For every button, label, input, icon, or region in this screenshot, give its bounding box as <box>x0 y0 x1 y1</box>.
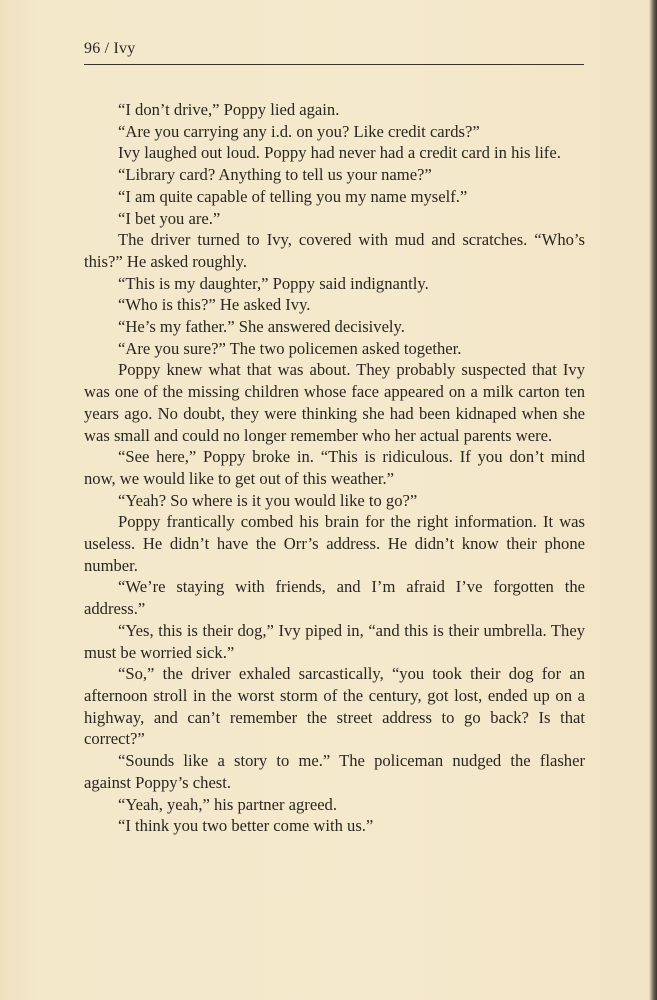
paragraph: “I bet you are.” <box>118 208 221 228</box>
paragraph: “Yeah? So where is it you would like to go?” <box>118 490 418 510</box>
page-edge-shadow <box>649 0 657 1000</box>
page-number: 96 <box>84 40 101 57</box>
paragraph: “Library card? Anything to tell us your name?” <box>118 165 432 185</box>
paragraph: “Are you sure?” The two policemen asked together. <box>118 338 462 358</box>
paragraph: “I don’t drive,” Poppy lied again. <box>118 100 340 119</box>
paragraph: “This is my daughter,” Poppy said indignantly. <box>118 273 429 293</box>
header-rule <box>84 64 584 65</box>
paragraph: “So,” the driver exhaled sarcastically, “you took their dog for an afternoon stroll in the worst storm of the century, got lost, ended up on a highway, and can’t remember the street address to go back? Is that correct?” <box>84 664 585 749</box>
paragraph: “I think you two better come with us.” <box>118 816 374 836</box>
paragraph: “I am quite capable of telling you my name myself.” <box>118 186 468 206</box>
paragraph: The driver turned to Ivy, covered with mud and scratches. “Who’s this?” He asked roughly. <box>84 230 585 271</box>
paragraph: “Yeah, yeah,” his partner agreed. <box>118 794 338 814</box>
running-title: Ivy <box>113 40 136 57</box>
body-text <box>84 99 585 837</box>
paragraph: Poppy frantically combed his brain for the right information. It was useless. He didn’t have the Orr’s address. He didn’t know their phone number. <box>84 512 585 575</box>
paragraph: Poppy knew what that was about. They probably suspected that Ivy was one of the missing children whose face appeared on a milk carton ten years ago. No doubt, they were thinking she had been kidnaped when she was small and could no longer remember who her actual parents were. <box>84 360 585 445</box>
paragraph: “We’re staying with friends, and I’m afraid I’ve forgotten the address.” <box>84 577 585 619</box>
header-separator: / <box>104 40 110 57</box>
paragraph: “Are you carrying any i.d. on you? Like credit cards?” <box>118 121 480 141</box>
paragraph: “Yes, this is their dog,” Ivy piped in, “and this is their umbrella. They must be worried sick.” <box>84 620 585 662</box>
running-header <box>84 40 584 58</box>
paragraph: Ivy laughed out loud. Poppy had never had a credit card in his life. <box>118 143 561 163</box>
paragraph: “See here,” Poppy broke in. “This is ridiculous. If you don’t mind now, we would like to get out of this weather.” <box>84 447 585 488</box>
paragraph: “Sounds like a story to me.” The policeman nudged the flasher against Poppy’s chest. <box>84 751 585 792</box>
paragraph: “He’s my father.” She answered decisively. <box>118 317 405 337</box>
paragraph: “Who is this?” He asked Ivy. <box>118 295 311 315</box>
